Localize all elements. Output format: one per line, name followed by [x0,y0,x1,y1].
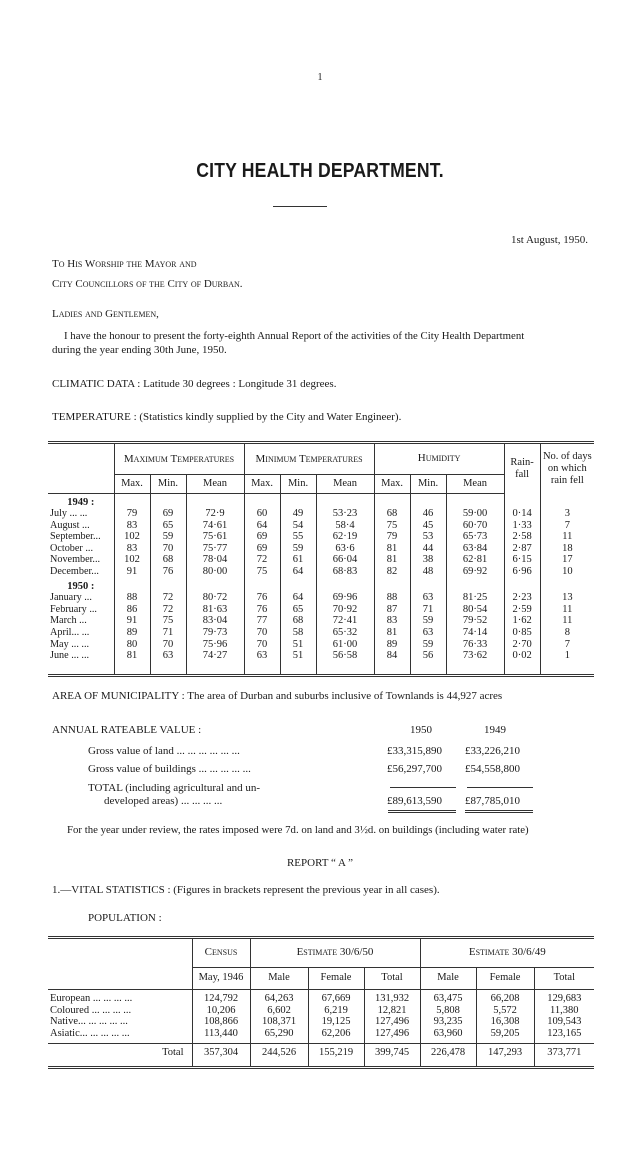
buildings-1949: £54,558,800 [465,763,520,775]
month-label: May ... ... [50,638,90,650]
population-cell: 5,808 [420,1005,476,1017]
weather-table-container [48,441,594,677]
weather-cell: 75 [374,520,410,532]
population-row [48,1005,594,1017]
population-cell: 59,205 [476,1028,534,1040]
weather-cell: 83 [374,615,410,627]
year-1949-label: 1949 : [67,496,95,508]
temperature-note: TEMPERATURE : (Statistics kindly supplied by the City and Water Engineer). [52,411,402,423]
weather-cell: 75·61 [186,531,244,543]
weather-cell: 11 [540,531,594,543]
weather-cell: 6·96 [504,566,540,578]
rain-days-header: No. of days on which rain fell [540,444,594,493]
weather-cell: 68 [280,615,316,627]
weather-cell: 102 [114,554,150,566]
weather-cell: 75·77 [186,543,244,555]
weather-cell: 11 [540,604,594,616]
min-max-header: Max. [244,474,280,493]
estimate-1949-header: Estimate 30/6/49 [420,939,594,967]
area-text: AREA OF MUNICIPALITY : The area of Durban and suburbs inclusive of Townlands is 44,927 acres [52,690,503,702]
weather-cell: 79·73 [186,627,244,639]
weather-cell: 6·15 [504,554,540,566]
salutation: Ladies and Gentlemen, [52,308,159,320]
weather-cell: 53 [410,531,446,543]
address-line-2: City Councillors of the City of Durban. [52,278,243,290]
weather-cell: 2·59 [504,604,540,616]
population-total-row [48,1043,594,1066]
population-cell: 127,496 [364,1016,420,1028]
weather-row [48,508,594,520]
weather-cell: 1·62 [504,615,540,627]
weather-cell: 54 [280,520,316,532]
weather-cell: 80·72 [186,592,244,604]
race-label: Asiatic... ... ... ... ... [50,1027,130,1039]
weather-cell: 75 [150,615,186,627]
weather-cell: 61·00 [316,639,374,651]
weather-row [48,592,594,604]
weather-cell: 91 [114,566,150,578]
weather-cell: 7 [540,639,594,651]
report-heading: REPORT “ A ” [286,857,354,869]
weather-cell: 51 [280,650,316,662]
weather-cell: 2·23 [504,592,540,604]
hum-mean-header: Mean [446,474,504,493]
weather-cell: 76 [150,566,186,578]
population-cell: 64,263 [250,993,308,1005]
population-row [48,1028,594,1040]
max-temp-header: Maximum Temperatures [114,444,244,474]
weather-cell: 69·92 [446,566,504,578]
max-max-header: Max. [114,474,150,493]
weather-cell: 59 [410,639,446,651]
hum-min-header: Min. [410,474,446,493]
min-min-header: Min. [280,474,316,493]
population-cell: 16,308 [476,1016,534,1028]
weather-cell: 56 [410,650,446,662]
weather-cell: 71 [150,627,186,639]
weather-cell: 68 [150,554,186,566]
population-total-cell: 147,293 [476,1043,534,1066]
total-label-1: TOTAL (including agricultural and un- [88,782,261,794]
month-label: September... [50,531,101,543]
population-cell: 66,208 [476,993,534,1005]
address-line-1: To His Worship the Mayor and [52,258,197,270]
census-date-header: May, 1946 [192,967,250,989]
weather-cell: 45 [410,520,446,532]
weather-cell: 74·61 [186,520,244,532]
weather-cell: 88 [114,592,150,604]
weather-row [48,554,594,566]
weather-cell: 77 [244,615,280,627]
weather-cell: 81 [114,650,150,662]
weather-row [48,650,594,662]
weather-cell: 75·96 [186,639,244,651]
female-1949-header: Female [476,967,534,989]
population-cell: 131,932 [364,993,420,1005]
weather-cell: 84 [374,650,410,662]
population-cell: 124,792 [192,993,250,1005]
title-rule [273,206,327,207]
weather-cell: 80·54 [446,604,504,616]
total-label: Total [48,1043,192,1066]
weather-cell: 81 [374,543,410,555]
weather-cell: 65 [150,520,186,532]
weather-row [48,566,594,578]
weather-cell: 7 [540,520,594,532]
weather-cell: 60 [244,508,280,520]
weather-cell: 81·25 [446,592,504,604]
total-double-rule-1950 [388,810,456,813]
weather-cell: 72·41 [316,615,374,627]
weather-cell: 76·33 [446,639,504,651]
weather-cell: 66·04 [316,554,374,566]
weather-cell: 91 [114,615,150,627]
weather-cell: 44 [410,543,446,555]
weather-cell: 70 [244,627,280,639]
weather-cell: 72·9 [186,508,244,520]
weather-cell: 72 [150,604,186,616]
total-rule-1950 [390,787,456,788]
weather-cell: 68 [374,508,410,520]
weather-cell: 11 [540,615,594,627]
weather-cell: 53·23 [316,508,374,520]
weather-cell: 0·85 [504,627,540,639]
weather-cell: 63 [244,650,280,662]
population-cell: 129,683 [534,993,594,1005]
total-rule-1949 [467,787,533,788]
weather-cell: 79 [374,531,410,543]
weather-cell: 63 [410,592,446,604]
population-cell: 63,960 [420,1028,476,1040]
weather-row [48,604,594,616]
climatic-data: CLIMATIC DATA : Latitude 30 degrees : Longitude 31 degrees. [52,378,337,390]
weather-cell: 46 [410,508,446,520]
male-1950-header: Male [250,967,308,989]
weather-cell: 76 [244,604,280,616]
weather-cell: 58 [280,627,316,639]
weather-cell: 1 [540,650,594,662]
weather-cell: 80·00 [186,566,244,578]
page-number: 1 [317,72,323,83]
weather-cell: 70 [150,639,186,651]
year-1950-label: 1950 : [67,580,95,592]
weather-cell: 81 [374,554,410,566]
total-1949: £87,785,010 [465,795,520,807]
weather-cell: 2·70 [504,639,540,651]
population-cell: 6,219 [308,1005,364,1017]
weather-cell: 63 [410,627,446,639]
weather-cell: 69 [150,508,186,520]
population-table-body [48,989,594,1066]
weather-cell: 61 [280,554,316,566]
rateable-heading: ANNUAL RATEABLE VALUE : [52,724,202,736]
weather-cell: 63·6 [316,543,374,555]
population-total-cell: 155,219 [308,1043,364,1066]
weather-cell: 17 [540,554,594,566]
weather-cell: 68·83 [316,566,374,578]
year-row [48,578,594,593]
population-heading: POPULATION : [88,912,162,924]
weather-row [48,639,594,651]
male-1949-header: Male [420,967,476,989]
population-cell: 108,866 [192,1016,250,1028]
month-label: June ... ... [50,650,90,662]
weather-cell: 59 [280,543,316,555]
max-min-header: Min. [150,474,186,493]
race-label: Native... ... ... ... ... [50,1016,128,1028]
land-label: Gross value of land ... ... ... ... ... ... [88,745,240,757]
page-title: CITY HEALTH DEPARTMENT. [196,160,444,182]
weather-row [48,615,594,627]
weather-row [48,520,594,532]
weather-cell: 74·27 [186,650,244,662]
buildings-label: Gross value of buildings ... ... ... ... ... [88,763,251,775]
weather-cell: 89 [114,627,150,639]
weather-cell: 102 [114,531,150,543]
weather-cell: 75 [244,566,280,578]
land-1949: £33,226,210 [465,745,520,757]
month-label: February ... [50,603,97,615]
month-label: July ... ... [50,508,88,520]
intro-line-2: during the year ending 30th June, 1950. [52,344,227,356]
land-1950: £33,315,890 [387,745,442,757]
population-cell: 108,371 [250,1016,308,1028]
weather-cell: 72 [244,554,280,566]
weather-cell: 8 [540,627,594,639]
weather-cell: 62·19 [316,531,374,543]
total-label-2: developed areas) ... ... ... ... [104,795,223,807]
weather-cell: 1·33 [504,520,540,532]
weather-cell: 83·04 [186,615,244,627]
weather-cell: 81·63 [186,604,244,616]
weather-cell: 0·14 [504,508,540,520]
population-cell: 11,380 [534,1005,594,1017]
estimate-1950-header: Estimate 30/6/50 [250,939,420,967]
month-label: August ... [50,519,90,531]
month-label: November... [50,554,101,566]
month-label: March ... [50,615,87,627]
report-date: 1st August, 1950. [510,234,588,246]
rateable-col-1949: 1949 [484,724,506,736]
population-cell: 123,165 [534,1028,594,1040]
weather-cell: 56·58 [316,650,374,662]
min-temp-header: Minimum Temperatures [244,444,374,474]
weather-cell: 10 [540,566,594,578]
intro-line-1: I have the honour to present the forty-eighth Annual Report of the activities of the City Health Department [64,330,525,342]
month-label: October ... [50,542,93,554]
weather-cell: 72 [150,592,186,604]
weather-cell: 65 [280,604,316,616]
weather-cell: 81 [374,627,410,639]
weather-cell: 3 [540,508,594,520]
population-row [48,993,594,1005]
year-row [48,493,594,508]
weather-cell: 2·87 [504,543,540,555]
population-cell: 6,602 [250,1005,308,1017]
rainfall-header: Rain-fall [504,444,540,493]
weather-cell: 60·70 [446,520,504,532]
weather-cell: 64 [280,566,316,578]
weather-row [48,543,594,555]
weather-cell: 69 [244,543,280,555]
rates-text: For the year under review, the rates imposed were 7d. on land and 3½d. on buildings (including water rate) [67,824,529,836]
vital-statistics: 1.—VITAL STATISTICS : (Figures in brackets represent the previous year in all cases). [52,884,440,896]
weather-cell: 76 [244,592,280,604]
population-row [48,1016,594,1028]
humidity-header: Humidity [374,444,504,474]
weather-cell: 48 [410,566,446,578]
weather-cell: 59·00 [446,508,504,520]
weather-cell: 86 [114,604,150,616]
population-cell: 12,821 [364,1005,420,1017]
weather-cell: 82 [374,566,410,578]
population-cell: 113,440 [192,1028,250,1040]
weather-cell: 63·84 [446,543,504,555]
weather-cell: 64 [244,520,280,532]
weather-cell: 74·14 [446,627,504,639]
weather-cell: 65·73 [446,531,504,543]
population-cell: 93,235 [420,1016,476,1028]
month-label: April... ... [50,627,90,639]
hum-max-header: Max. [374,474,410,493]
weather-cell: 65·32 [316,627,374,639]
population-cell: 10,206 [192,1005,250,1017]
weather-cell: 80 [114,639,150,651]
weather-table [48,444,594,674]
population-table [48,939,594,1066]
race-label: European ... ... ... ... [50,993,133,1004]
weather-cell: 70 [150,543,186,555]
weather-cell: 64 [280,592,316,604]
race-label: Coloured ... ... ... ... [50,1004,132,1016]
census-header: Census [192,939,250,967]
weather-cell: 70 [244,639,280,651]
weather-cell: 73·62 [446,650,504,662]
population-cell: 65,290 [250,1028,308,1040]
weather-cell: 2·58 [504,531,540,543]
population-total-cell: 373,771 [534,1043,594,1066]
weather-cell: 38 [410,554,446,566]
population-total-cell: 244,526 [250,1043,308,1066]
weather-cell: 62·81 [446,554,504,566]
population-total-cell: 399,745 [364,1043,420,1066]
weather-cell: 49 [280,508,316,520]
weather-cell: 58·4 [316,520,374,532]
population-table-container [48,936,594,1069]
weather-cell: 89 [374,639,410,651]
weather-cell: 79·52 [446,615,504,627]
weather-cell: 88 [374,592,410,604]
max-mean-header: Mean [186,474,244,493]
total-1949-header: Total [534,967,594,989]
weather-cell: 0·02 [504,650,540,662]
weather-cell: 63 [150,650,186,662]
month-label: January ... [50,592,92,604]
weather-cell: 55 [280,531,316,543]
weather-cell: 79 [114,508,150,520]
population-total-cell: 357,304 [192,1043,250,1066]
weather-row [48,627,594,639]
month-label: December... [50,566,99,578]
weather-cell: 51 [280,639,316,651]
buildings-1950: £56,297,700 [387,763,442,775]
population-cell: 5,572 [476,1005,534,1017]
weather-cell: 69 [244,531,280,543]
female-1950-header: Female [308,967,364,989]
weather-cell: 70·92 [316,604,374,616]
weather-cell: 18 [540,543,594,555]
weather-cell: 69·96 [316,592,374,604]
rateable-col-1950: 1950 [410,724,432,736]
weather-cell: 13 [540,592,594,604]
population-cell: 63,475 [420,993,476,1005]
total-1950-header: Total [364,967,420,989]
weather-cell: 59 [150,531,186,543]
population-total-cell: 226,478 [420,1043,476,1066]
weather-cell: 78·04 [186,554,244,566]
population-cell: 19,125 [308,1016,364,1028]
weather-cell: 71 [410,604,446,616]
weather-cell: 87 [374,604,410,616]
population-cell: 67,669 [308,993,364,1005]
weather-cell: 83 [114,520,150,532]
total-1950: £89,613,590 [387,795,442,807]
weather-row [48,531,594,543]
population-cell: 109,543 [534,1016,594,1028]
weather-cell: 83 [114,543,150,555]
min-mean-header: Mean [316,474,374,493]
weather-table-body [48,493,594,674]
total-double-rule-1949 [465,810,533,813]
population-cell: 127,496 [364,1028,420,1040]
weather-cell: 59 [410,615,446,627]
population-cell: 62,206 [308,1028,364,1040]
